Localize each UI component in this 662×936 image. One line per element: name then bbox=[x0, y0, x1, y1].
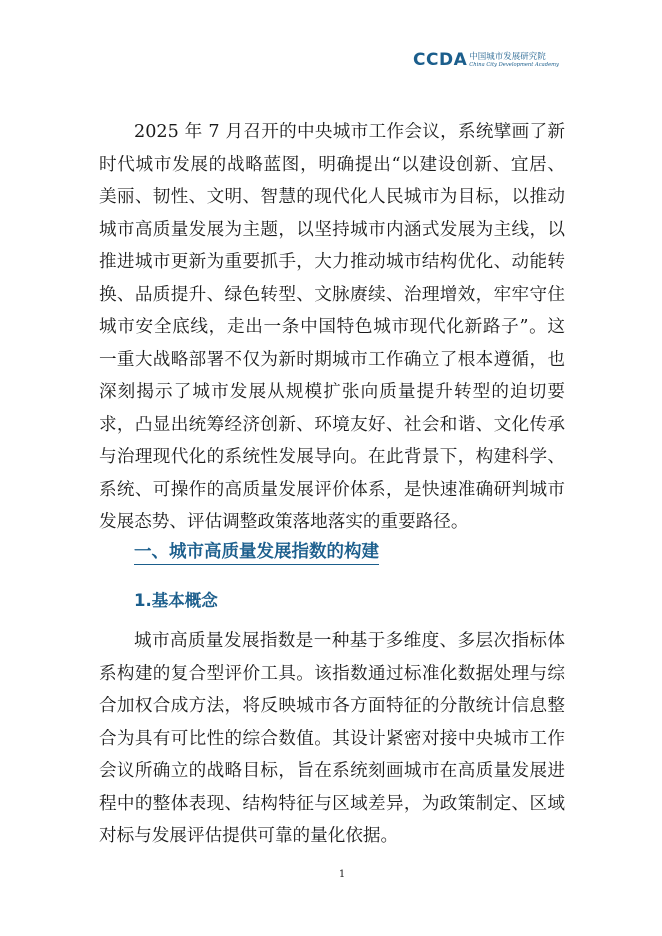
section-paragraph: 城市高质量发展指数是一种基于多维度、多层次指标体系构建的复合型评价工具。该指数通过标准化数据处理与综合加权合成方法，将反映城市各方面特征的分散统计信息整合为具有可比性的综合数值。其设计紧密对接中央城市工作会议所确立的战略目标，旨在系统刻画城市在高质量发展进程中的整体表现、结构特征与区域差异，为政策制定、区域对标与发展评估提供可靠的量化依据。 bbox=[99, 631, 565, 846]
subsection-heading: 1.基本概念 bbox=[134, 591, 218, 610]
logo-text bbox=[469, 52, 559, 69]
logo-english-name: China City Development Academy bbox=[469, 62, 559, 68]
ccda-logo-mark: CCDA bbox=[413, 50, 468, 70]
header-logo bbox=[413, 52, 559, 69]
intro-paragraph: 2025 年 7 月召开的中央城市工作会议，系统擘画了新时代城市发展的战略蓝图，明确提出“以建设创新、宜居、美丽、韧性、文明、智慧的现代化人民城市为目标，以推动城市高质量发展为主题，以坚持城市内涵式发展为主线，以推进城市更新为重要抓手，大力推动城市结构优化、动能转换、品质提升、绿色转型、文脉赓续、治理增效，牢牢守住城市安全底线，走出一条中国特色城市现代化新路子”。这一重大战略部署不仅为新时期城市工作确立了根本遵循，也深刻揭示了城市发展从规模扩张向质量提升转型的迫切要求，凸显出统筹经济创新、环境友好、社会和谐、文化传承与治理现代化的系统性发展导向。在此背景下，构建科学、系统、可操作的高质量发展评价体系，是快速准确研判城市发展态势、评估调整政策落地落实的重要路径。 bbox=[99, 122, 565, 532]
page-number: 1 bbox=[338, 869, 346, 880]
logo-chinese-name: 中国城市发展研究院 bbox=[469, 52, 546, 62]
section-heading: 一、城市高质量发展指数的构建 bbox=[134, 541, 379, 565]
